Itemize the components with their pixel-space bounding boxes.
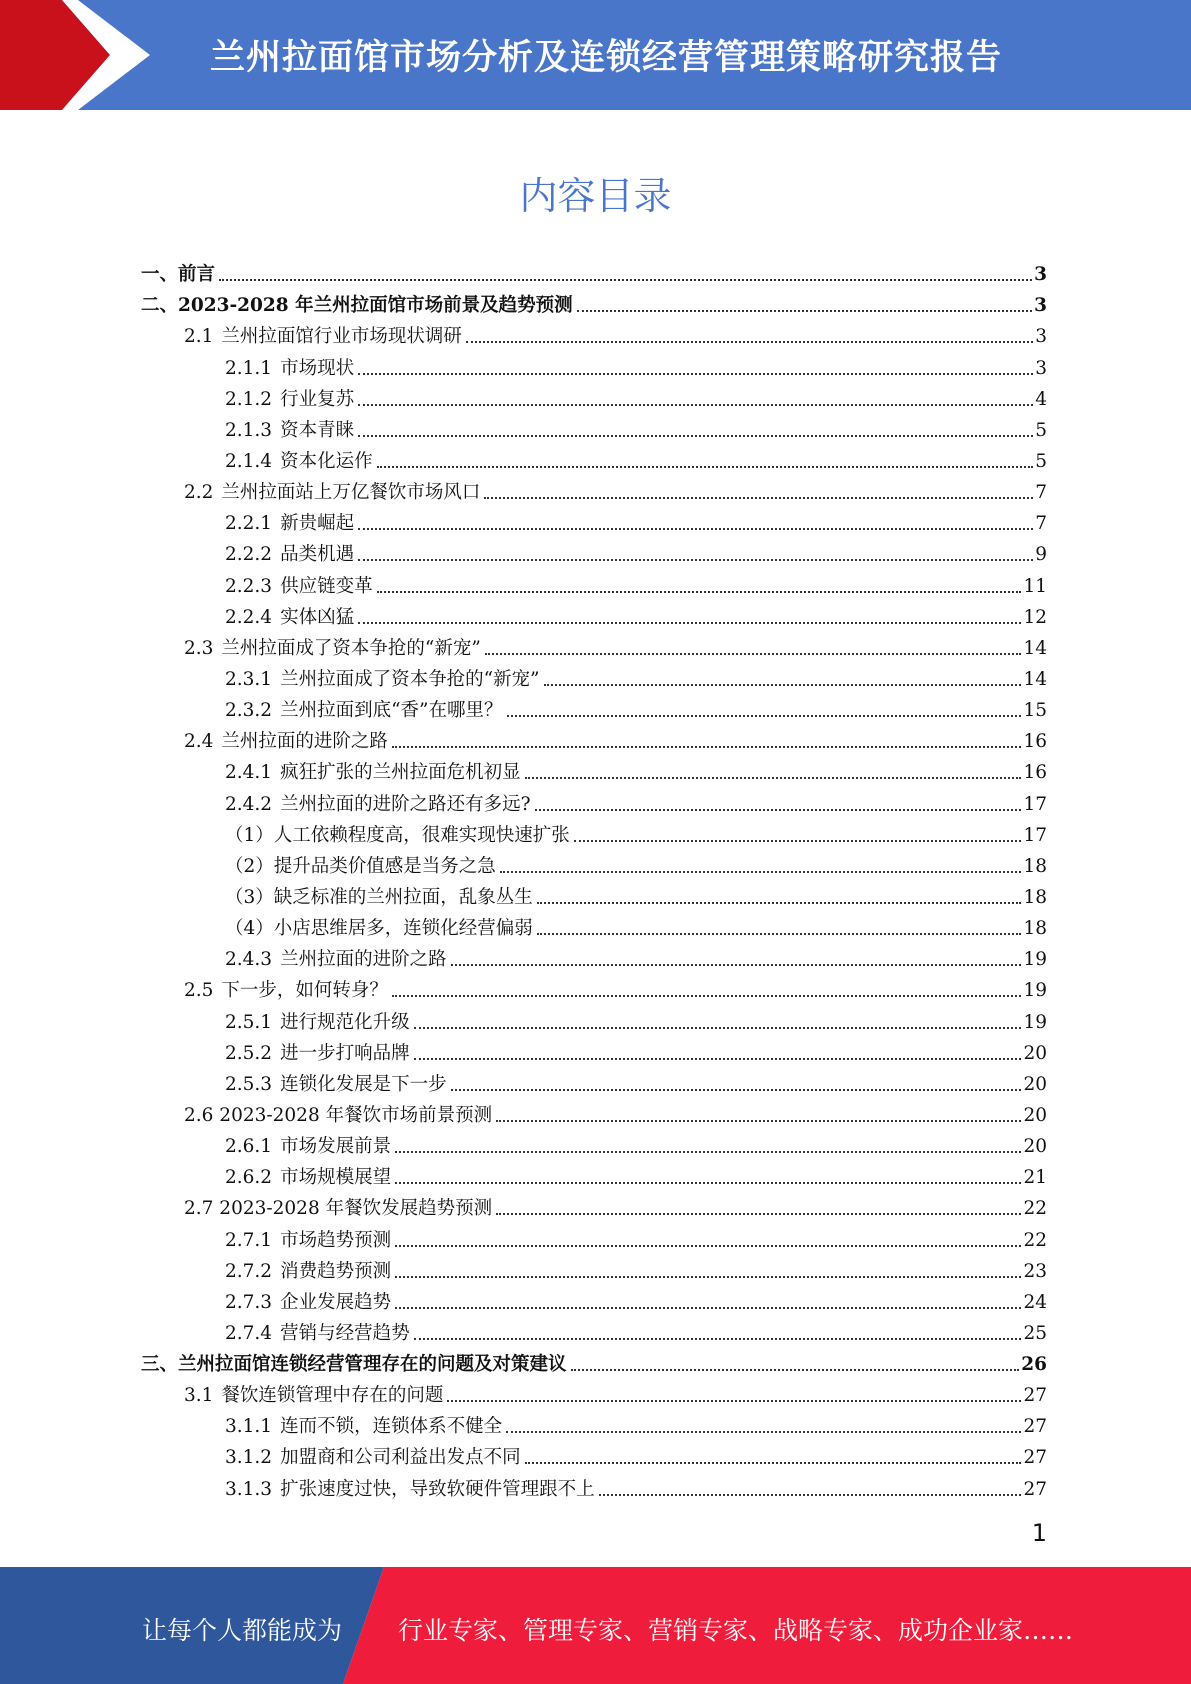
toc-entry-number: 2.4.3: [225, 949, 273, 971]
toc-entry-number: 2.7.4: [225, 1322, 273, 1344]
toc-entry-page: 16: [1023, 731, 1047, 753]
toc-entry-page: 25: [1023, 1322, 1047, 1344]
toc-dot-leader: [451, 1088, 1022, 1091]
toc-entry-label: 进行规范化升级: [280, 1011, 410, 1033]
toc-entry-label: 2.7 2023-2028 年餐饮发展趋势预测: [184, 1198, 493, 1220]
toc-entry[interactable]: [141, 1283, 1047, 1314]
toc-entry[interactable]: [141, 411, 1047, 442]
footer-band: [0, 1567, 1191, 1684]
toc-entry-number: 3.1.2: [225, 1447, 273, 1469]
toc-entry-page: 27: [1023, 1447, 1047, 1469]
toc-entry[interactable]: [141, 1002, 1047, 1033]
toc-entry-page: 18: [1023, 886, 1047, 908]
toc-entry[interactable]: [141, 1438, 1047, 1469]
toc-entry-label: 加盟商和公司利益出发点不同: [280, 1447, 521, 1469]
toc-entry-number: 2.4: [184, 731, 214, 753]
toc-entry-number: 2.7.3: [225, 1291, 273, 1313]
footer-slogan-right: 行业专家、管理专家、营销专家、战略专家、成功企业家……: [398, 1616, 1074, 1645]
toc-entry-number: 2.5.3: [225, 1073, 273, 1095]
toc-entry-page: 19: [1023, 1011, 1047, 1033]
toc-entry[interactable]: [141, 317, 1047, 348]
toc-entry-number: 2.2.1: [225, 513, 273, 535]
toc-entry[interactable]: [141, 753, 1047, 784]
toc-entry-page: 26: [1021, 1354, 1047, 1376]
footer-slogan-left: 让每个人都能成为: [142, 1616, 343, 1645]
toc-entry-label: 下一步，如何转身？: [221, 980, 388, 1002]
toc-entry-number: 2.5.1: [225, 1011, 273, 1033]
toc-entry-label: 餐饮连锁管理中存在的问题: [221, 1385, 444, 1407]
toc-entry-number: 3.1: [184, 1385, 214, 1407]
toc-entry-label: 扩张速度过快，导致软硬件管理跟不上: [280, 1478, 595, 1500]
toc-entry-page: 7: [1035, 513, 1047, 535]
toc-entry[interactable]: [141, 1065, 1047, 1096]
toc-entry[interactable]: [141, 940, 1047, 971]
toc-entry-page: 14: [1023, 668, 1047, 690]
toc-entry-number: 2.3.1: [225, 668, 273, 690]
toc-dot-leader: [358, 434, 1033, 437]
toc-dot-leader: [414, 1026, 1022, 1029]
toc-entry-number: 2.3.2: [225, 700, 273, 722]
toc-dot-leader: [358, 621, 1021, 624]
toc-entry-number: 2.2: [184, 482, 214, 504]
toc-entry[interactable]: [141, 442, 1047, 473]
toc-entry-page: 11: [1023, 575, 1047, 597]
table-of-contents: [141, 255, 1047, 1501]
toc-entry[interactable]: [141, 1034, 1047, 1065]
toc-entry-label: 兰州拉面成了资本争抢的“新宠”: [221, 637, 481, 659]
toc-entry-number: 2.5.2: [225, 1042, 273, 1064]
toc-dot-leader: [447, 1399, 1021, 1402]
toc-dot-leader: [377, 590, 1022, 593]
toc-dot-leader: [506, 1430, 1021, 1433]
toc-dot-leader: [544, 683, 1022, 686]
toc-entry-number: 2.4.1: [225, 762, 273, 784]
toc-entry[interactable]: [141, 1127, 1047, 1158]
toc-entry-label: 疯狂扩张的兰州拉面危机初显: [280, 762, 521, 784]
toc-dot-leader: [392, 745, 1022, 748]
toc-entry-page: 19: [1023, 949, 1047, 971]
toc-entry-page: 22: [1023, 1198, 1047, 1220]
toc-dot-leader: [535, 808, 1022, 811]
toc-dot-leader: [395, 1181, 1021, 1184]
toc-entry-number: 2.1: [184, 326, 214, 348]
toc-entry-label: 连而不锁，连锁体系不健全: [280, 1416, 503, 1438]
toc-entry-page: 27: [1023, 1478, 1047, 1500]
toc-entry-page: 15: [1023, 700, 1047, 722]
toc-entry-label: （4）小店思维居多，连锁化经营偏弱: [225, 918, 533, 940]
toc-entry[interactable]: [141, 1158, 1047, 1189]
toc-entry-number: 2.1.4: [225, 450, 273, 472]
toc-entry-page: 18: [1023, 855, 1047, 877]
toc-entry-number: 2.1.1: [225, 357, 273, 379]
toc-dot-leader: [377, 465, 1034, 468]
toc-entry[interactable]: [141, 473, 1047, 504]
toc-dot-leader: [414, 1057, 1022, 1060]
toc-entry[interactable]: [141, 255, 1047, 286]
toc-entry-page: 14: [1023, 637, 1047, 659]
toc-entry-page: 7: [1035, 482, 1047, 504]
toc-entry-number: 2.2.3: [225, 575, 273, 597]
toc-entry[interactable]: [141, 1407, 1047, 1438]
toc-dot-leader: [500, 870, 1022, 873]
toc-entry-label: 新贵崛起: [280, 513, 355, 535]
toc-entry-page: 16: [1023, 762, 1047, 784]
toc-dot-leader: [414, 1337, 1022, 1340]
toc-entry-page: 17: [1023, 824, 1047, 846]
toc-entry-page: 20: [1023, 1104, 1047, 1126]
toc-entry-label: 兰州拉面馆行业市场现状调研: [221, 326, 462, 348]
toc-dot-leader: [358, 558, 1033, 561]
toc-entry[interactable]: [141, 598, 1047, 629]
toc-entry[interactable]: [141, 660, 1047, 691]
toc-dot-leader: [219, 278, 1032, 281]
toc-entry-page: 5: [1035, 419, 1047, 441]
toc-entry[interactable]: [141, 1314, 1047, 1345]
toc-entry-number: 2.2.4: [225, 606, 273, 628]
toc-entry[interactable]: [141, 566, 1047, 597]
toc-entry-page: 3: [1034, 264, 1047, 286]
toc-entry-page: 5: [1035, 450, 1047, 472]
toc-dot-leader: [395, 1244, 1021, 1247]
page-number: 1: [1031, 1519, 1047, 1547]
toc-dot-leader: [525, 776, 1022, 779]
toc-entry[interactable]: [141, 1345, 1047, 1376]
toc-entry[interactable]: [141, 504, 1047, 535]
toc-entry-number: 2.6.2: [225, 1167, 273, 1189]
toc-entry-page: 3: [1035, 357, 1047, 379]
toc-entry-label: 市场趋势预测: [280, 1229, 392, 1251]
toc-entry-page: 24: [1023, 1291, 1047, 1313]
toc-entry-page: 20: [1023, 1042, 1047, 1064]
toc-entry-number: 2.2.2: [225, 544, 273, 566]
toc-entry-page: 12: [1023, 606, 1047, 628]
toc-dot-leader: [358, 403, 1033, 406]
toc-entry[interactable]: [141, 535, 1047, 566]
toc-entry-page: 18: [1023, 918, 1047, 940]
toc-entry-label: 一、前言: [141, 264, 216, 286]
toc-dot-leader: [395, 1150, 1021, 1153]
toc-entry[interactable]: [141, 1376, 1047, 1407]
toc-entry-page: 27: [1023, 1416, 1047, 1438]
toc-entry-number: 3.1.1: [225, 1416, 273, 1438]
toc-entry-label: （2）提升品类价值感是当务之急: [225, 855, 496, 877]
toc-entry[interactable]: [141, 1189, 1047, 1220]
toc-entry-label: （1）人工依赖程度高，很难实现快速扩张: [225, 824, 570, 846]
toc-entry-number: 2.1.3: [225, 419, 273, 441]
toc-entry-page: 4: [1035, 388, 1047, 410]
toc-entry-label: 资本青睐: [280, 419, 355, 441]
toc-entry-page: 3: [1035, 326, 1047, 348]
toc-dot-leader: [395, 1275, 1021, 1278]
toc-dot-leader: [392, 994, 1022, 997]
toc-dot-leader: [485, 652, 1022, 655]
toc-entry-page: 3: [1034, 295, 1047, 317]
toc-entry-label: 资本化运作: [280, 450, 373, 472]
toc-entry-label: 市场发展前景: [280, 1136, 392, 1158]
toc-entry-number: 2.3: [184, 637, 214, 659]
toc-dot-leader: [525, 1461, 1022, 1464]
toc-dot-leader: [358, 527, 1033, 530]
toc-entry-page: 27: [1023, 1385, 1047, 1407]
toc-entry[interactable]: [141, 380, 1047, 411]
toc-entry-page: 17: [1023, 793, 1047, 815]
toc-dot-leader: [574, 839, 1022, 842]
toc-entry-label: 兰州拉面站上万亿餐饮市场风口: [221, 482, 481, 504]
toc-entry-number: 2.6.1: [225, 1136, 273, 1158]
toc-entry-number: 2.7.2: [225, 1260, 273, 1282]
toc-entry[interactable]: [141, 691, 1047, 722]
toc-entry-label: 品类机遇: [280, 544, 355, 566]
toc-entry-label: 兰州拉面的进阶之路还有多远?: [280, 793, 531, 815]
toc-entry-label: 连锁化发展是下一步: [280, 1073, 447, 1095]
toc-entry[interactable]: [141, 1252, 1047, 1283]
toc-entry-number: 2.7.1: [225, 1229, 273, 1251]
toc-entry[interactable]: [141, 286, 1047, 317]
toc-entry[interactable]: [141, 878, 1047, 909]
toc-entry[interactable]: [141, 971, 1047, 1002]
report-title: 兰州拉面馆市场分析及连锁经营管理策略研究报告: [210, 38, 1003, 78]
toc-entry-page: 20: [1023, 1136, 1047, 1158]
toc-entry-label: 实体凶猛: [280, 606, 355, 628]
toc-entry-number: 2.1.2: [225, 388, 273, 410]
toc-entry-label: 供应链变革: [280, 575, 373, 597]
toc-entry-label: 市场现状: [280, 357, 355, 379]
toc-entry[interactable]: [141, 847, 1047, 878]
toc-entry[interactable]: [141, 1096, 1047, 1127]
toc-entry-page: 22: [1023, 1229, 1047, 1251]
toc-entry[interactable]: [141, 1220, 1047, 1251]
toc-entry-label: 2.6 2023-2028 年餐饮市场前景预测: [184, 1104, 493, 1126]
toc-entry[interactable]: [141, 816, 1047, 847]
toc-heading: 内容目录: [519, 174, 672, 218]
toc-dot-leader: [496, 1119, 1021, 1122]
toc-entry-label: 营销与经营趋势: [280, 1322, 410, 1344]
header-band: [0, 0, 1191, 110]
toc-dot-leader: [466, 340, 1033, 343]
toc-dot-leader: [451, 963, 1022, 966]
toc-dot-leader: [496, 1212, 1021, 1215]
toc-dot-leader: [358, 372, 1033, 375]
toc-entry-label: 进一步打响品牌: [280, 1042, 410, 1064]
toc-entry[interactable]: [141, 722, 1047, 753]
toc-entry[interactable]: [141, 909, 1047, 940]
toc-entry[interactable]: [141, 629, 1047, 660]
toc-entry-label: 市场规模展望: [280, 1167, 392, 1189]
toc-entry-number: 2.5: [184, 980, 214, 1002]
toc-entry-label: 企业发展趋势: [280, 1291, 392, 1313]
toc-dot-leader: [507, 714, 1022, 717]
toc-entry-label: 兰州拉面到底“香”在哪里？: [280, 700, 503, 722]
toc-entry-page: 23: [1023, 1260, 1047, 1282]
toc-entry-page: 21: [1023, 1167, 1047, 1189]
header-arrow-decoration: [0, 0, 150, 110]
toc-entry-page: 19: [1023, 980, 1047, 1002]
toc-entry-label: 兰州拉面的进阶之路: [221, 731, 388, 753]
toc-entry-label: 兰州拉面成了资本争抢的“新宠”: [280, 668, 540, 690]
toc-entry-label: 兰州拉面的进阶之路: [280, 949, 447, 971]
toc-entry-number: 3.1.3: [225, 1478, 273, 1500]
toc-entry-label: 二、2023-2028 年兰州拉面馆市场前景及趋势预测: [141, 295, 573, 317]
toc-dot-leader: [599, 1493, 1022, 1496]
toc-entry-label: 消费趋势预测: [280, 1260, 392, 1282]
toc-entry-page: 20: [1023, 1073, 1047, 1095]
toc-dot-leader: [571, 1368, 1020, 1371]
toc-entry-number: 2.4.2: [225, 793, 273, 815]
toc-entry[interactable]: [141, 348, 1047, 379]
toc-dot-leader: [577, 309, 1033, 312]
toc-entry[interactable]: [141, 1469, 1047, 1500]
toc-dot-leader: [484, 496, 1033, 499]
toc-entry-label: 行业复苏: [280, 388, 355, 410]
toc-entry-label: 三、兰州拉面馆连锁经营管理存在的问题及对策建议: [141, 1354, 567, 1376]
toc-entry[interactable]: [141, 784, 1047, 815]
toc-dot-leader: [395, 1306, 1021, 1309]
toc-entry-label: （3）缺乏标准的兰州拉面，乱象丛生: [225, 886, 533, 908]
toc-dot-leader: [537, 932, 1022, 935]
toc-dot-leader: [537, 901, 1022, 904]
toc-entry-page: 9: [1035, 544, 1047, 566]
